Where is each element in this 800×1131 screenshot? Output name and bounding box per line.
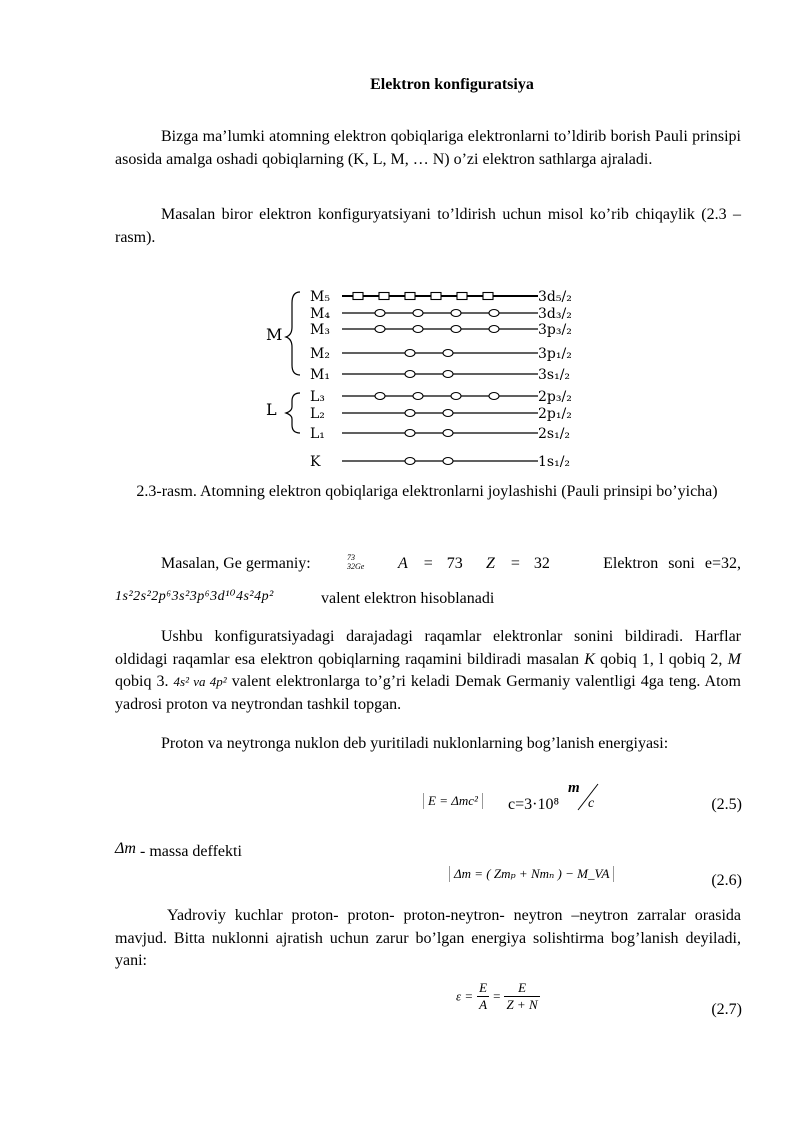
level-label-right: 3d₃/₂ (538, 306, 572, 322)
isotope-symbol: Ge (355, 562, 365, 571)
isotope-number: 32 (347, 562, 355, 571)
electron-marker (405, 293, 415, 300)
brace-m (286, 292, 300, 375)
valence-orbitals: 4s² va 4p² (173, 674, 227, 689)
electron-marker (443, 371, 453, 378)
electron-marker (489, 310, 499, 317)
page-title: Elektron konfiguratsiya (370, 76, 534, 93)
level-label-left: K (310, 454, 321, 470)
figure-caption: 2.3-rasm. Atomning elektron qobiqlariga elektronlarni joylashishi (Pauli prinsipi bo’yicha) (136, 483, 718, 500)
unit-slash (574, 782, 600, 812)
group-label-m: M (266, 325, 283, 344)
mass-number (398, 555, 463, 573)
electron-marker (405, 410, 415, 417)
level-label-right: 2p₃/₂ (538, 389, 572, 405)
equation-number-2-7: (2.7) (711, 1001, 742, 1018)
level-label-left: M₃ (310, 322, 330, 338)
equation-number-2-6: (2.6) (711, 872, 742, 889)
level-label-left: M₂ (310, 346, 330, 362)
group-label-l: L (266, 400, 277, 419)
electron-marker (443, 350, 453, 357)
electron-marker (431, 293, 441, 300)
electron-marker (451, 310, 461, 317)
mass-number-value: = 73 (423, 555, 463, 572)
level-label-left: M₁ (310, 367, 330, 383)
electron-marker (483, 293, 493, 300)
electron-marker (413, 393, 423, 400)
mass-number-symbol: A (398, 555, 408, 572)
electron-marker (451, 326, 461, 333)
paragraph-germanium-start: Masalan, Ge germaniy: (161, 555, 311, 572)
level-label-right: 3p₁/₂ (538, 346, 572, 362)
equation-2-6: Δm = ( Zmₚ + Nmₙ ) − M_VA (449, 866, 614, 882)
electron-marker (457, 293, 467, 300)
electron-marker (405, 430, 415, 437)
paragraph-nucleon: Proton va neytronga nuklon deb yuritiladi nuklonlarning bog’lanish energiyasi: (161, 735, 669, 752)
electron-marker (375, 393, 385, 400)
electron-marker (375, 310, 385, 317)
electron-marker (443, 430, 453, 437)
atomic-number-symbol: Z (486, 555, 495, 572)
electron-marker (405, 350, 415, 357)
electron-marker (489, 393, 499, 400)
valent-note: valent elektron hisoblanadi (321, 590, 495, 607)
mass-defect-label: - massa deffekti (140, 843, 242, 860)
equation-2-5: E = Δmc² (423, 793, 483, 809)
isotope-notation (347, 553, 364, 571)
level-label-left: L₂ (310, 406, 325, 422)
level-label-left: L₃ (310, 389, 325, 405)
paragraph-binding: Yadroviy kuchlar proton- proton- proton-neytron- neytron –neytron zarralar orasida mavjud. Bitta nuklonni ajratish uchun zarur bo’lgan energiya solishtirma bog’lanish deyiladi, yani: (115, 907, 741, 969)
equation-2-7: ε = $\frac{E}{A}$ = $\frac{E}{Z + N}$ (456, 980, 538, 1012)
atomic-number (486, 555, 550, 573)
level-label-right: 3s₁/₂ (538, 367, 571, 383)
electron-marker (489, 326, 499, 333)
light-speed-value: c=3·10⁸ (508, 796, 560, 813)
level-label-right: 1s₁/₂ (538, 454, 571, 470)
level-label-right: 2p₁/₂ (538, 406, 572, 422)
electron-marker (405, 458, 415, 465)
electron-marker (451, 393, 461, 400)
level-label-left: L₁ (310, 426, 325, 442)
level-label-right: 3d₅/₂ (538, 289, 572, 305)
electron-configuration: 1s²2s²2p⁶3s²3p⁶3d¹⁰4s²4p² (115, 589, 274, 604)
unit-numerator: m (568, 780, 580, 796)
paragraph-example: Masalan biror elektron konfiguryatsiyani to’ldirish uchun misol ko’rib chiqaylik (2.3 – rasm). (115, 206, 741, 246)
electron-marker (375, 326, 385, 333)
brace-l (286, 393, 300, 433)
electron-marker (413, 326, 423, 333)
unit-denominator: c (588, 796, 595, 811)
electron-shell-diagram (250, 283, 610, 473)
electron-marker (353, 293, 363, 300)
equation-number-2-5: (2.5) (711, 796, 742, 813)
level-label-left: M₅ (310, 289, 330, 305)
paragraph-configuration: Ushbu konfiguratsiyadagi darajadagi raqamlar elektronlar sonini bildiradi. Harflar oldidagi raqamlar esa elektron qobiqlarning raqamini bildiradi masalan K qobiq 1, l qobiq 2, M qobiq 3. 4s² va 4p² valent elektronlarga to’g’ri keladi Demak Germaniy valentligi 4ga teng. Atom yadrosi proton va neytrondan tashkil topgan. (115, 628, 741, 713)
fraction-e-over-z-plus-n: $\frac{E}{Z + N}$ (506, 980, 538, 1012)
isotope-mass: 73 (347, 553, 355, 562)
light-speed-unit (568, 780, 602, 814)
mass-defect-symbol: Δm (115, 840, 136, 857)
electron-marker (379, 293, 389, 300)
electron-marker (405, 371, 415, 378)
level-label-left: M₄ (310, 306, 330, 322)
level-label-right: 2s₁/₂ (538, 426, 571, 442)
electron-marker (443, 410, 453, 417)
level-label-right: 3p₃/₂ (538, 322, 572, 338)
atomic-number-value: = 32 (510, 555, 550, 572)
electron-count: Elektron soni e=32, (603, 555, 741, 572)
electron-marker (443, 458, 453, 465)
fraction-e-over-a: $\frac{E}{A}$ (479, 980, 488, 1012)
electron-marker (413, 310, 423, 317)
paragraph-pauli: Bizga ma’lumki atomning elektron qobiqlariga elektronlarni to’ldirib borish Pauli prinsipi asosida amalga oshadi qobiqlarning (K, L, M, … N) o’zi elektron sathlarga ajraladi. (115, 128, 741, 168)
epsilon-lhs: ε = (456, 988, 474, 1004)
